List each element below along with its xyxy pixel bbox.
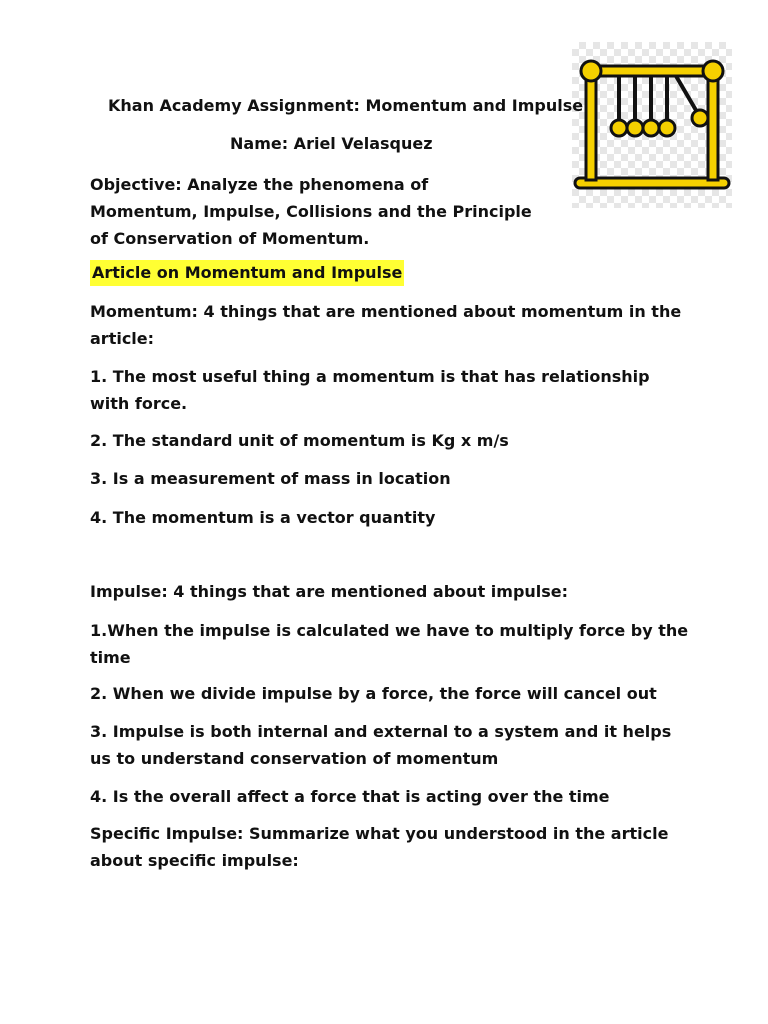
impulse-heading: Impulse: 4 things that are mentioned about impulse:: [90, 582, 569, 601]
impulse-item: 4. Is the overall affect a force that is acting over the time: [90, 787, 610, 806]
specific-impulse-heading: Specific Impulse: Summarize what you understood in the article about specific impulse:: [90, 824, 669, 870]
objective-text: Objective: Analyze the phenomena of Momentum, Impulse, Collisions and the Principle of Conservation of Momentum.: [90, 175, 532, 248]
momentum-item: 4. The momentum is a vector quantity: [90, 508, 436, 527]
newtons-cradle-illustration: [572, 42, 732, 208]
article-heading: Article on Momentum and Impulse: [90, 260, 404, 286]
student-name: Name: Ariel Velasquez: [230, 134, 433, 153]
impulse-item: 1.When the impulse is calculated we have to multiply force by the time: [90, 621, 689, 667]
momentum-item: 1. The most useful thing a momentum is that has relationship with force.: [90, 367, 650, 413]
impulse-item: 2. When we divide impulse by a force, the force will cancel out: [90, 684, 657, 703]
document-title: Khan Academy Assignment: Momentum and Impulse: [108, 96, 584, 115]
newtons-cradle-icon: [572, 42, 732, 208]
momentum-heading: Momentum: 4 things that are mentioned about momentum in the article:: [90, 302, 682, 348]
impulse-item: 3. Impulse is both internal and external to a system and it helps us to understand conservation of momentum: [90, 722, 672, 768]
momentum-item: 3. Is a measurement of mass in location: [90, 469, 451, 488]
momentum-item: 2. The standard unit of momentum is Kg x m/s: [90, 431, 509, 450]
